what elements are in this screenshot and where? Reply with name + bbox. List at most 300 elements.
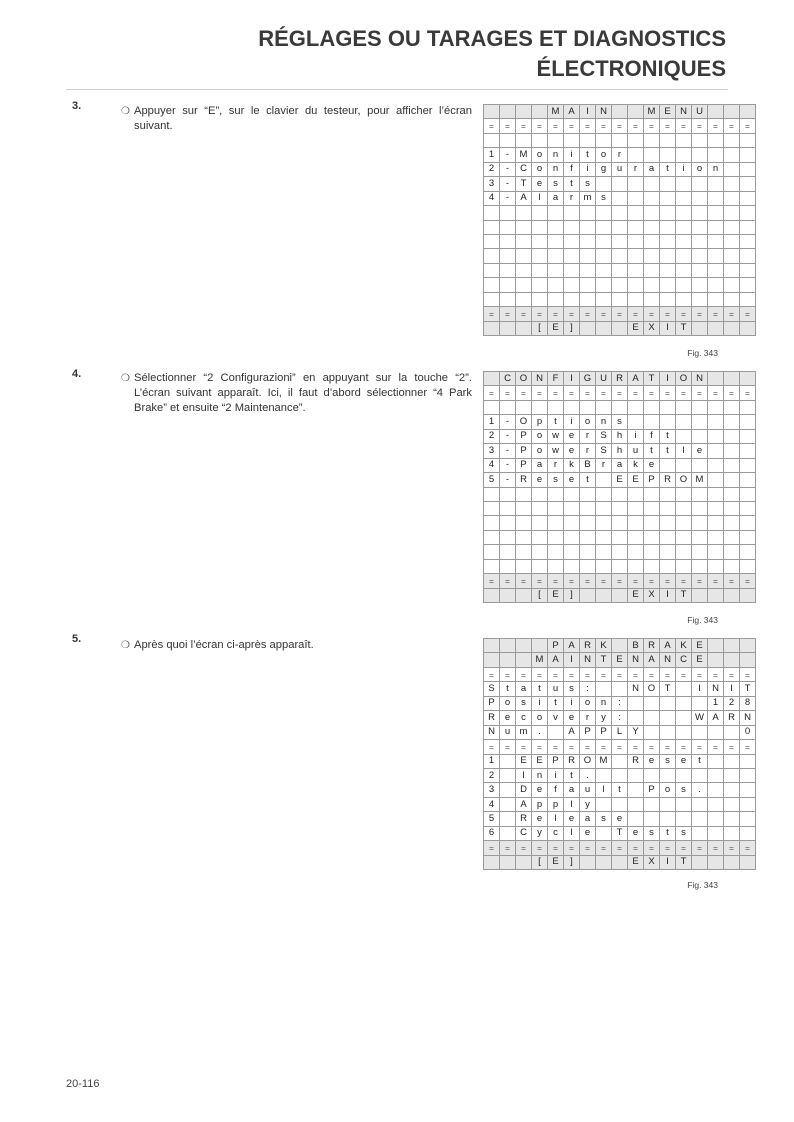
screen-cell (484, 292, 500, 306)
screen-cell: = (484, 667, 500, 681)
screen-cell (692, 263, 708, 277)
screen-cell: s (548, 177, 564, 191)
screen-cell: 3 (484, 783, 500, 797)
screen-cell (660, 725, 676, 739)
screen-cell (500, 292, 516, 306)
screen-cell: = (708, 841, 724, 855)
screen-cell (580, 559, 596, 573)
screen-cell (500, 768, 516, 782)
screen-cell: = (484, 307, 500, 321)
screen-cell (660, 400, 676, 414)
screen-row (484, 415, 756, 429)
screen-cell (612, 530, 628, 544)
screen-cell (708, 234, 724, 248)
screen-cell (532, 278, 548, 292)
screen-cell: = (532, 574, 548, 588)
screen-cell: s (516, 696, 532, 710)
screen-cell (516, 516, 532, 530)
screen-cell (676, 220, 692, 234)
screen-cell: h (612, 429, 628, 443)
screen-row (484, 725, 756, 739)
screen-cell: A (628, 372, 644, 386)
screen-cell: = (484, 841, 500, 855)
screen-cell (596, 487, 612, 501)
screen-cell (500, 855, 516, 869)
screen-cell: r (612, 148, 628, 162)
screen-cell (564, 133, 580, 147)
screen-cell: = (676, 386, 692, 400)
screen-cell (724, 415, 740, 429)
screen-cell: : (612, 711, 628, 725)
screen-cell: I (564, 653, 580, 667)
screen-cell: n (708, 162, 724, 176)
screen-cell (516, 263, 532, 277)
screen-cell (644, 711, 660, 725)
screen-cell: = (692, 307, 708, 321)
screen-cell: M (548, 105, 564, 119)
screen-cell: = (724, 740, 740, 754)
screen-cell (692, 696, 708, 710)
bullet-icon: ❍ (121, 106, 130, 117)
screen-cell (676, 797, 692, 811)
header-divider (66, 89, 728, 90)
screen-cell (708, 321, 724, 335)
screen-cell: N (532, 372, 548, 386)
screen-cell: I (660, 321, 676, 335)
screen-cell: = (484, 119, 500, 133)
screen-cell (628, 415, 644, 429)
screen-cell: : (612, 696, 628, 710)
screen-cell: R (660, 473, 676, 487)
screen-cell: E (548, 321, 564, 335)
figure-caption: Fig. 343 (687, 615, 718, 625)
screen-cell (564, 206, 580, 220)
screen-cell: - (500, 415, 516, 429)
screen-cell: i (628, 429, 644, 443)
screen-cell: E (612, 653, 628, 667)
screen-cell (676, 682, 692, 696)
screen-cell: = (644, 119, 660, 133)
screen-cell (548, 559, 564, 573)
screen-cell (596, 473, 612, 487)
screen-cell (484, 516, 500, 530)
screen-cell (548, 292, 564, 306)
screen-cell: P (596, 725, 612, 739)
screen-cell (708, 292, 724, 306)
screen-cell: = (532, 307, 548, 321)
screen-cell (580, 234, 596, 248)
screen-cell (580, 206, 596, 220)
screen-cell: N (692, 372, 708, 386)
screen-cell (516, 234, 532, 248)
screen-cell (516, 559, 532, 573)
screen-cell (644, 487, 660, 501)
screen-cell: i (676, 162, 692, 176)
screen-cell: = (692, 667, 708, 681)
screen-cell (692, 501, 708, 515)
screen-cell: A (564, 105, 580, 119)
screen-cell (708, 653, 724, 667)
screen-cell (564, 292, 580, 306)
screen-row (484, 148, 756, 162)
screen-cell (676, 191, 692, 205)
screen-cell: i (564, 696, 580, 710)
screen-cell: = (628, 841, 644, 855)
screen-cell (692, 234, 708, 248)
screen-cell (532, 263, 548, 277)
screen-cell: Y (628, 725, 644, 739)
screen-cell (516, 501, 532, 515)
screen-cell: 1 (484, 148, 500, 162)
screen-cell (564, 400, 580, 414)
screen-cell (628, 249, 644, 263)
screen-cell: A (548, 653, 564, 667)
screen-cell (516, 639, 532, 653)
screen-cell: y (532, 826, 548, 840)
screen-cell: E (548, 855, 564, 869)
screen-cell: t (564, 177, 580, 191)
screen-cell (740, 105, 756, 119)
screen-cell: T (516, 177, 532, 191)
screen-cell: u (580, 783, 596, 797)
screen-cell: W (692, 711, 708, 725)
screen-cell (660, 768, 676, 782)
screen-cell: 5 (484, 812, 500, 826)
screen-cell (740, 812, 756, 826)
screen-cell (500, 400, 516, 414)
screen-cell (724, 249, 740, 263)
screen-cell: F (548, 372, 564, 386)
screen-cell (628, 516, 644, 530)
screen-cell: N (708, 682, 724, 696)
screen-cell: = (484, 740, 500, 754)
screen-cell (516, 321, 532, 335)
screen-cell: 4 (484, 191, 500, 205)
screen-cell: K (676, 639, 692, 653)
screen-cell: - (500, 177, 516, 191)
screen-cell (580, 400, 596, 414)
screen-cell: = (564, 740, 580, 754)
screen-row (484, 133, 756, 147)
screen-cell: = (644, 307, 660, 321)
screen-cell: r (580, 711, 596, 725)
screen-cell (740, 162, 756, 176)
screen-cell (580, 220, 596, 234)
screen-cell: I (660, 372, 676, 386)
screen-cell: = (564, 119, 580, 133)
screen-cell (484, 249, 500, 263)
screen-cell: m (516, 725, 532, 739)
screen-cell (708, 768, 724, 782)
screen-cell: f (548, 783, 564, 797)
screen-cell: X (644, 855, 660, 869)
screen-cell: = (580, 307, 596, 321)
screen-cell (740, 487, 756, 501)
screen-cell (580, 321, 596, 335)
screen-cell: N (660, 653, 676, 667)
screen-cell (724, 516, 740, 530)
screen-row (484, 841, 756, 855)
screen-cell (692, 812, 708, 826)
screen-cell (548, 206, 564, 220)
screen-cell (708, 220, 724, 234)
screen-cell (644, 234, 660, 248)
screen-cell: N (596, 105, 612, 119)
screen-cell (612, 855, 628, 869)
screen-cell: = (532, 119, 548, 133)
screen-cell (660, 206, 676, 220)
screen-cell: a (532, 458, 548, 472)
screen-cell: = (580, 386, 596, 400)
screen-cell: 5 (484, 473, 500, 487)
screen-cell (564, 234, 580, 248)
screen-cell: r (564, 191, 580, 205)
screen-cell: 4 (484, 458, 500, 472)
screen-cell (628, 487, 644, 501)
screen-cell (708, 588, 724, 602)
screen-cell (516, 400, 532, 414)
screen-cell (612, 220, 628, 234)
screen-cell (660, 458, 676, 472)
screen-cell (708, 639, 724, 653)
screen-cell: 1 (708, 696, 724, 710)
screen-cell (644, 516, 660, 530)
screen-cell (660, 812, 676, 826)
screen-cell (740, 249, 756, 263)
screen-cell (500, 783, 516, 797)
screen-cell: O (644, 682, 660, 696)
screen-cell (740, 372, 756, 386)
screen-cell (484, 278, 500, 292)
screen-cell (708, 133, 724, 147)
screen-cell: o (532, 429, 548, 443)
screen-cell (724, 725, 740, 739)
screen-cell: 2 (724, 696, 740, 710)
screen-cell (516, 133, 532, 147)
screen-cell (484, 545, 500, 559)
screen-cell (724, 133, 740, 147)
screen-cell (644, 177, 660, 191)
screen-cell (740, 177, 756, 191)
screen-cell (484, 855, 500, 869)
screen-cell: [ (532, 855, 548, 869)
screen-cell (660, 501, 676, 515)
screen-cell (676, 133, 692, 147)
screen-cell: t (580, 148, 596, 162)
screen-cell (740, 444, 756, 458)
screen-row (484, 473, 756, 487)
screen-row (484, 545, 756, 559)
figure-caption: Fig. 343 (687, 348, 718, 358)
screen-cell: c (548, 826, 564, 840)
screen-cell: N (676, 105, 692, 119)
screen-cell (500, 639, 516, 653)
screen-cell: R (612, 372, 628, 386)
screen-cell (660, 545, 676, 559)
screen-cell (724, 653, 740, 667)
screen-cell (740, 292, 756, 306)
screen-cell (724, 458, 740, 472)
screen-cell (548, 545, 564, 559)
screen-cell: - (500, 473, 516, 487)
screen-cell: I (580, 105, 596, 119)
screen-cell: o (500, 696, 516, 710)
bullet-icon: ❍ (121, 373, 130, 384)
screen-cell: c (516, 711, 532, 725)
screen-cell (484, 105, 500, 119)
screen-cell (708, 263, 724, 277)
screen-cell: a (516, 682, 532, 696)
screen-cell (724, 545, 740, 559)
screen-cell: M (644, 105, 660, 119)
screen-cell: I (564, 372, 580, 386)
screen-cell (660, 133, 676, 147)
page-title-line-2: ÉLECTRONIQUES (536, 56, 726, 81)
step-text-content: Après quoi l’écran ci-après apparaît. (134, 639, 314, 651)
screen-cell (596, 249, 612, 263)
screen-cell: [ (532, 588, 548, 602)
screen-cell (692, 220, 708, 234)
screen-cell: = (548, 574, 564, 588)
screen-cell (628, 797, 644, 811)
screen-cell (628, 545, 644, 559)
screen-cell (724, 263, 740, 277)
screen-cell (532, 639, 548, 653)
screen-cell: e (500, 711, 516, 725)
screen-cell (708, 487, 724, 501)
screen-cell (596, 220, 612, 234)
screen-cell (708, 444, 724, 458)
screen-cell: = (612, 740, 628, 754)
screen-cell: E (628, 473, 644, 487)
screen-cell (660, 249, 676, 263)
screen-cell: U (596, 372, 612, 386)
screen-cell: t (580, 473, 596, 487)
screen-cell: y (580, 797, 596, 811)
screen-cell: o (532, 148, 548, 162)
screen-cell (628, 105, 644, 119)
screen-cell (612, 400, 628, 414)
screen-cell (644, 206, 660, 220)
screen-cell (548, 133, 564, 147)
screen-cell (724, 826, 740, 840)
screen-cell (628, 501, 644, 515)
screen-cell: = (532, 740, 548, 754)
screen-cell: e (532, 473, 548, 487)
screen-cell (724, 429, 740, 443)
screen-cell: = (708, 119, 724, 133)
screen-cell: = (596, 667, 612, 681)
screen-cell: n (596, 696, 612, 710)
screen-cell: p (532, 415, 548, 429)
screen-cell: A (516, 191, 532, 205)
screen-cell (708, 501, 724, 515)
screen-cell (676, 812, 692, 826)
screen-cell (516, 105, 532, 119)
screen-cell (692, 429, 708, 443)
screen-cell (740, 639, 756, 653)
screen-cell: P (516, 458, 532, 472)
screen-cell (580, 530, 596, 544)
screen-cell (628, 559, 644, 573)
screen-cell: E (516, 754, 532, 768)
screen-cell (548, 501, 564, 515)
screen-cell: = (596, 574, 612, 588)
screen-cell: N (740, 711, 756, 725)
screen-cell: O (580, 754, 596, 768)
screen-cell: s (676, 783, 692, 797)
screen-cell (708, 855, 724, 869)
screen-cell (740, 206, 756, 220)
screen-cell: = (628, 119, 644, 133)
screen-cell: l (548, 812, 564, 826)
screen-cell (484, 501, 500, 515)
screen-cell (724, 530, 740, 544)
screen-row (484, 783, 756, 797)
screen-cell: = (708, 307, 724, 321)
screen-cell (500, 812, 516, 826)
screen-cell: l (676, 444, 692, 458)
screen-cell: e (644, 754, 660, 768)
screen-cell (740, 220, 756, 234)
screen-cell (628, 206, 644, 220)
screen-cell (628, 768, 644, 782)
screen-cell (740, 458, 756, 472)
screen-cell (612, 191, 628, 205)
screen-cell: P (548, 639, 564, 653)
step-text-content: Sélectionner “2 Configurazioni” en appuyant sur la touche “2”. L’écran suivant apparaît. Ici, il faut d’abord sélectionner “4 Park Brake” et ensuite “2 Maintenance”. (134, 372, 472, 414)
screen-cell (724, 206, 740, 220)
screen-cell (692, 321, 708, 335)
page-number: 20-116 (66, 1078, 100, 1090)
screen-cell (612, 501, 628, 515)
screen-cell (628, 278, 644, 292)
screen-cell (612, 249, 628, 263)
screen-cell (548, 234, 564, 248)
screen-row (484, 119, 756, 133)
screen-cell (708, 148, 724, 162)
screen-cell (708, 559, 724, 573)
screen-cell (660, 220, 676, 234)
screen-cell (676, 415, 692, 429)
screen-cell (516, 530, 532, 544)
screen-cell (692, 516, 708, 530)
screen-cell (644, 191, 660, 205)
screen-cell (740, 653, 756, 667)
screen-cell (676, 206, 692, 220)
screen-row (484, 321, 756, 335)
screen-cell (724, 162, 740, 176)
screen-cell: l (596, 783, 612, 797)
screen-cell: = (596, 740, 612, 754)
screen-cell: 6 (484, 826, 500, 840)
screen-cell: = (564, 307, 580, 321)
screen-cell: = (628, 574, 644, 588)
screen-row (484, 812, 756, 826)
screen-cell (692, 768, 708, 782)
screen-cell: s (596, 812, 612, 826)
screen-cell (532, 530, 548, 544)
screen-cell (500, 545, 516, 559)
screen-cell: t (548, 415, 564, 429)
screen-cell: = (548, 386, 564, 400)
screen-cell (548, 725, 564, 739)
screen-row (484, 292, 756, 306)
screen-cell (612, 278, 628, 292)
screen-cell (596, 292, 612, 306)
screen-cell: X (644, 321, 660, 335)
screen-cell (644, 501, 660, 515)
